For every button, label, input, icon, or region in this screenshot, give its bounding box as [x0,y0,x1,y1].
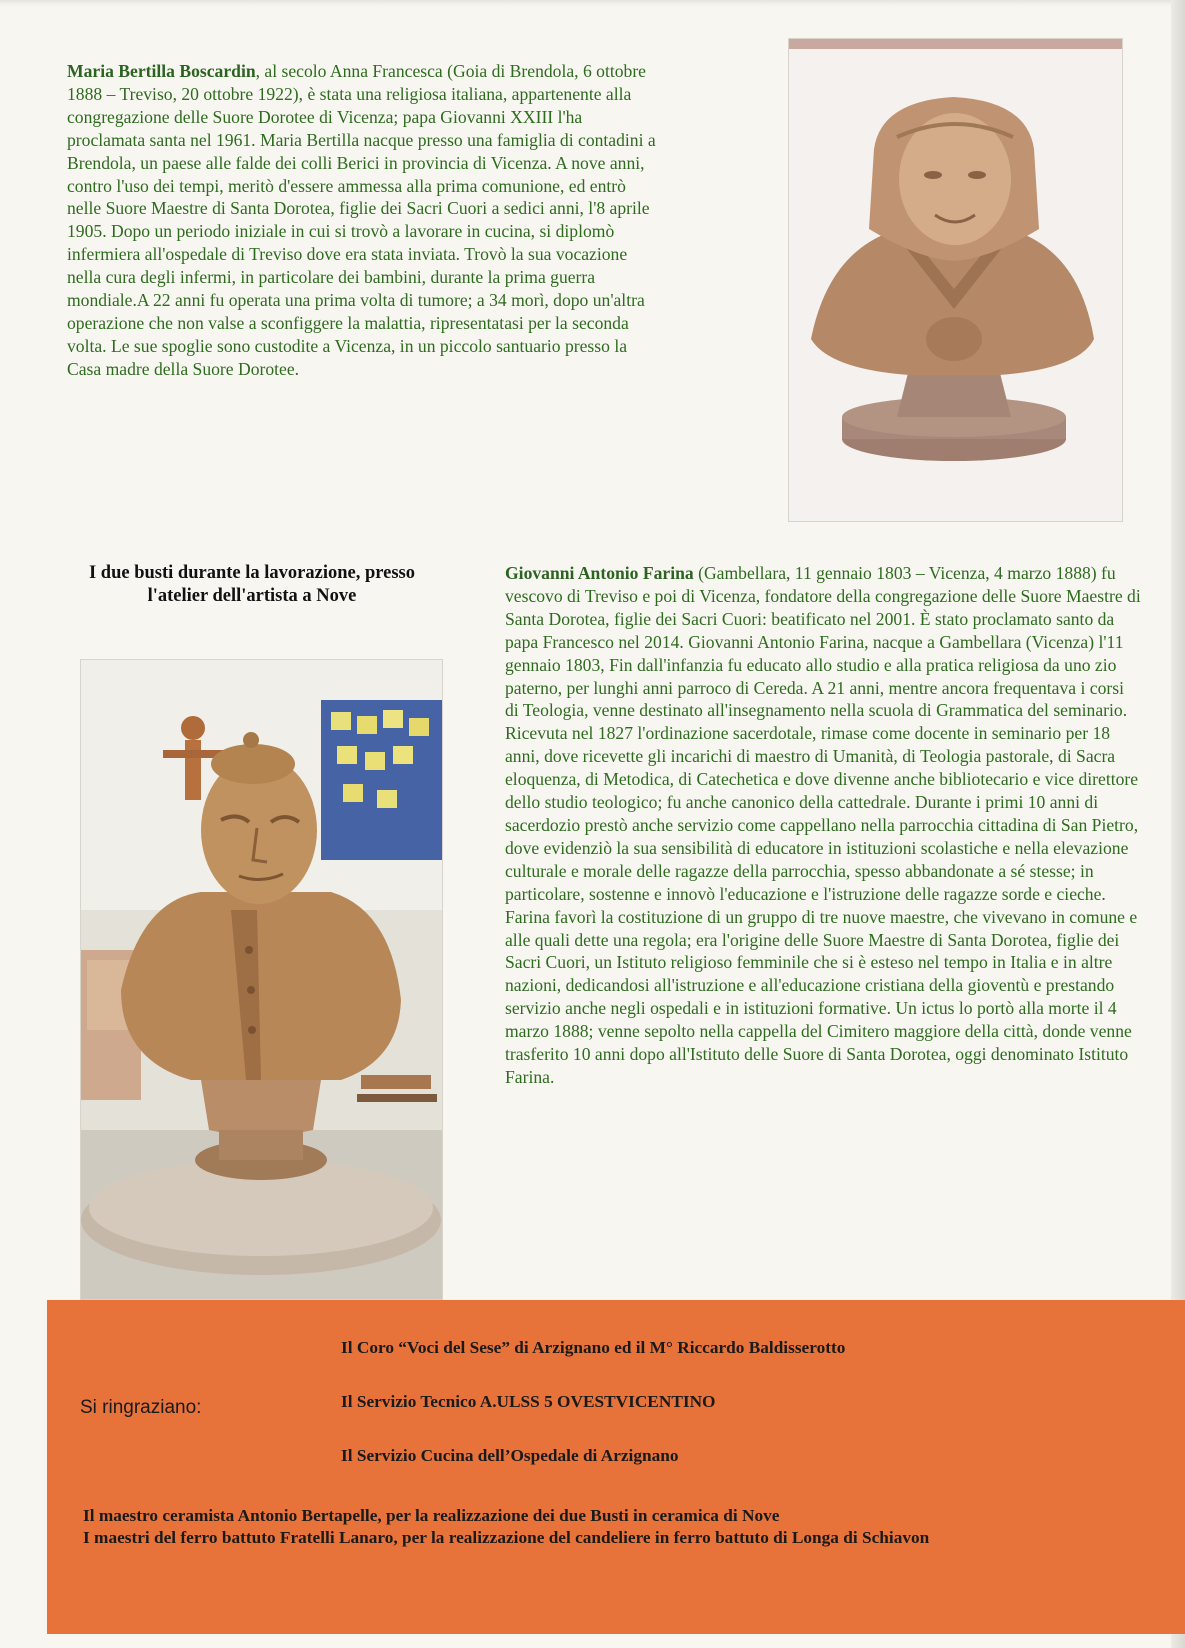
bertilla-text: , al secolo Anna Francesca (Goia di Brendola, 6 ottobre 1888 – Treviso, 20 ottobre 1922), è stata una religiosa italiana, appartenente alla congregazione delle Suore Dorotee di Vicenza; papa Giovanni XXIII l'ha proclamata santa nel 1961. Maria Bertilla nacque presso una famiglia di contadini a Brendola, un paese alle falde dei colli Berici in provincia di Vicenza. A nove anni, contro l'uso dei tempi, meritò d'essere ammessa alla prima comunione, ed entrò nelle Suore Maestre di Santa Dorotea, figlie dei Sacri Cuori a sedici anni, l'8 aprile 1905. Dopo un periodo iniziale in cui si trovò a lavorare in cucina, si diplomò infermiera all'ospedale di Treviso dove era stata inviata. Trovò la sua vocazione nella cura degli infermi, in particolare dei bambini, durante la prima guerra mondiale.A 22 anni fu operata una prima volta di tumore; a 34 morì, dopo un'altra operazione che non valse a sconfiggere la malattia, ripresentatasi per la seconda volta. Le sue spoglie sono custodite a Vicenza, in un piccolo santuario presso la Casa madre della Suore Dorotee. [67,61,656,379]
thanks-item: Il Servizio Cucina dell’Ospedale di Arzignano [341,1446,679,1465]
thanks-heading: Si ringraziano: [80,1397,202,1418]
bertilla-name: Maria Bertilla Boscardin [67,61,256,81]
bertilla-biography [67,60,657,381]
acknowledgements-panel [47,1300,1185,1634]
farina-name: Giovanni Antonio Farina [505,563,694,583]
farina-text: (Gambellara, 11 gennaio 1803 – Vicenza, 4 marzo 1888) fu vescovo di Treviso e poi di Vicenza, fondatore della congregazione delle Suore Maestre di Santa Dorotea, figlie dei Sacri Cuori: beatificato nel 2001. È stato proclamato santo da papa Francesco nel 2014. Giovanni Antonio Farina, nacque a Gambellara (Vicenza) l'11 gennaio 1803, Fin dall'infanzia fu educato allo studio e alla pratica religiosa da uno zio paterno, per lunghi anni parroco di Cereda. A 21 anni, mentre ancora frequentava i corsi di Teologia, venne destinato all'insegnamento nella scuola di Grammatica del seminario. Ricevuta nel 1827 l'ordinazione sacerdotale, rimase come docente in seminario per 18 anni, dove ricevette gli incarichi di maestro di Umanità, di Teologia pastorale, di Sacra eloquenza, di Metodica, di Catechetica e dove divenne anche bibliotecario e vice direttore dello studio teologico; fu anche canonico della cattedrale. Durante i primi 10 anni di sacerdozio prestò anche servizio come cappellano nella parrocchia cittadina di San Pietro, dove evidenziò la sua sensibilità di educatore in istituzioni scolastiche e nella elevazione culturale e morale delle ragazze della parrocchia, spesso abbandonate a sé stesse; in particolare, sostenne e innovò l'educazione e l'istruzione delle ragazze sorde e cieche. Farina favorì la costituzione di un gruppo di tre nuove maestre, che vivevano in comune e alle quali dette una regola; era l'origine delle Suore Maestre di Santa Dorotea, figlie dei Sacri Cuori, un Istituto religioso femminile che si è esteso nel tempo in Italia e in altre nazioni, dedicandosi all'istruzione e all'educazione cristiana della gioventù e prestando servizio anche negli ospedali e in istituzioni formative. Un ictus lo portò alla morte il 4 marzo 1888; venne sepolto nella cappella del Cimitero maggiore della città, donde venne trasferito 10 anni dopo all'Istituto delle Suore di Santa Dorotea, oggi denominato Istituto Farina. [505,563,1141,1087]
thanks-closing-line: I maestri del ferro battuto Fratelli Lanaro, per la realizzazione del candeliere in ferro battuto di Longa di Schiavon [83,1528,930,1547]
thanks-item: Il Coro “Voci del Sese” di Arzignano ed il M° Riccardo Baldisserotto [341,1338,846,1357]
bertilla-bust-photo [788,38,1123,522]
thanks-closing-line: Il maestro ceramista Antonio Bertapelle, per la realizzazione dei due Busti in ceramica di Nove [83,1506,780,1525]
thanks-item: Il Servizio Tecnico A.ULSS 5 OVESTVICENTINO [341,1392,716,1411]
farina-bust-photo [80,659,443,1300]
bertilla-bust-image [789,39,1122,521]
farina-bust-image [81,660,442,1299]
farina-biography [505,562,1141,1089]
page-top-edge [0,0,1185,6]
workshop-caption: I due busti durante la lavorazione, presso l'atelier dell'artista a Nove [88,563,415,606]
